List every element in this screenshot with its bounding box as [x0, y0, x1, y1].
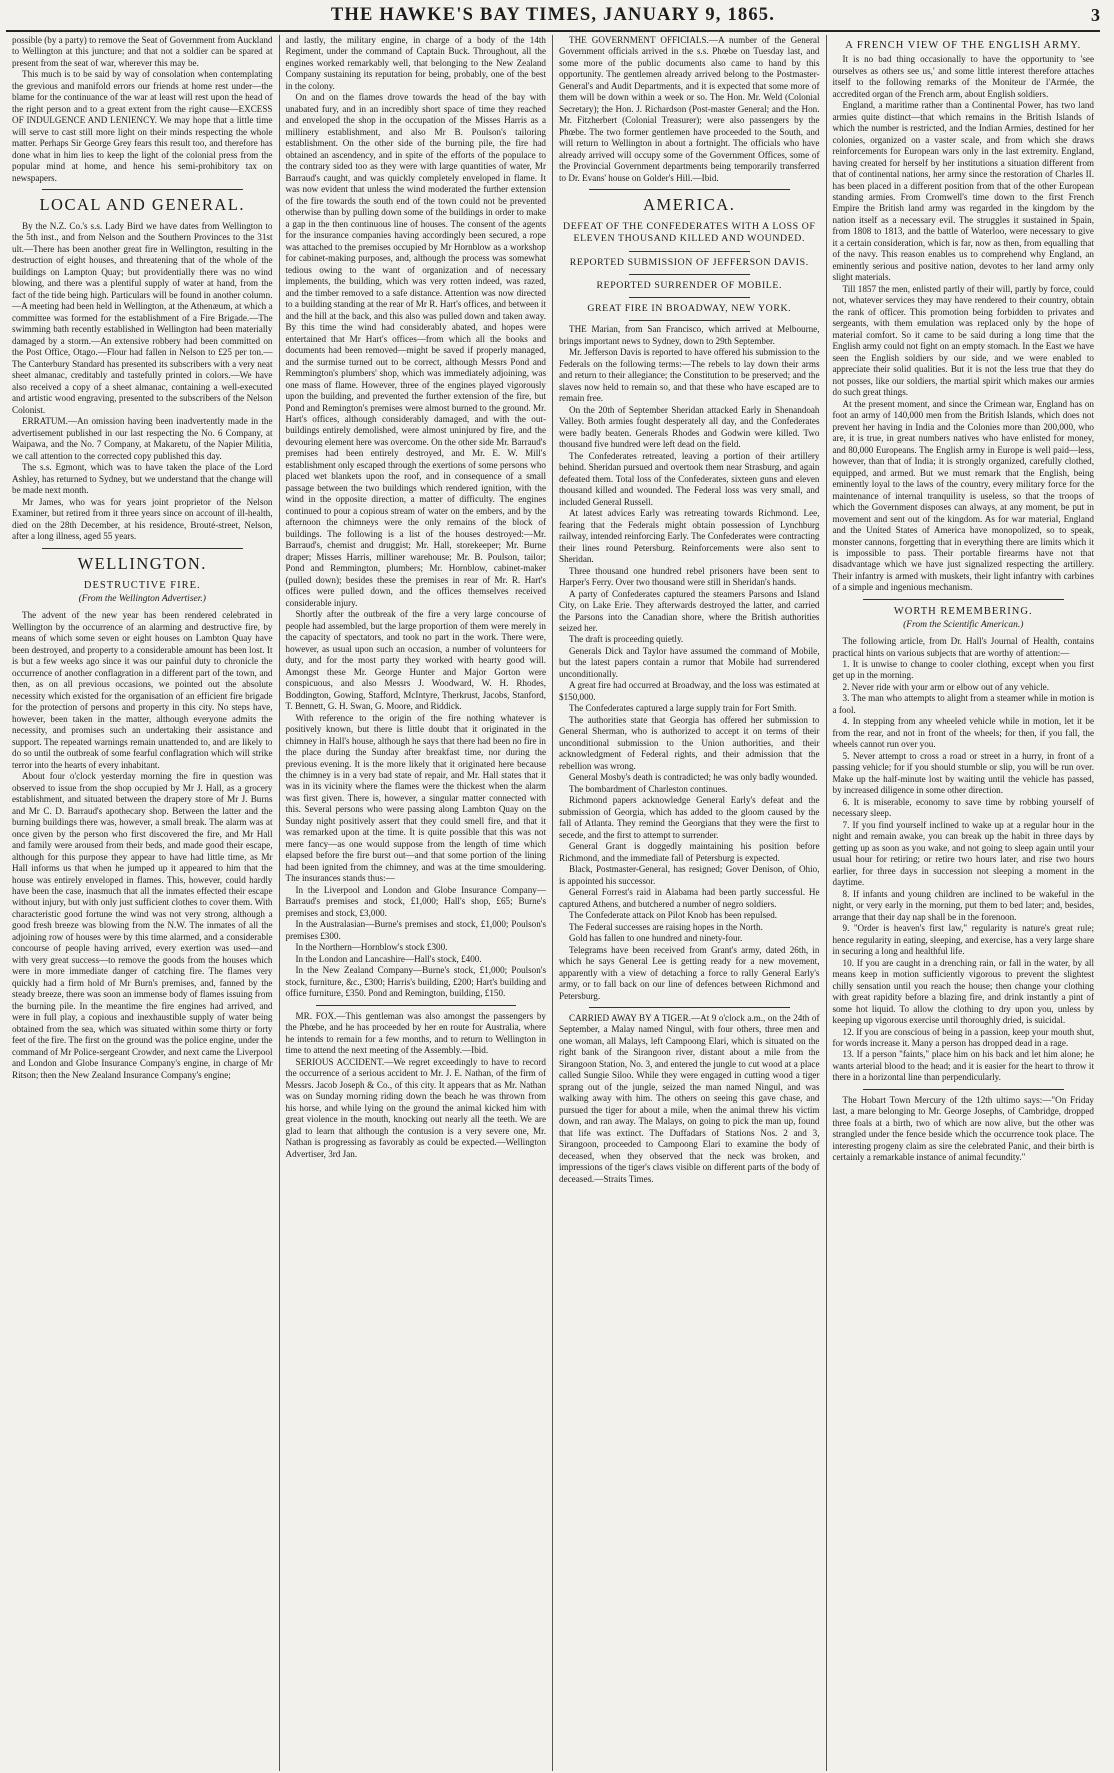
paragraph: 12. If you are conscious of being in a passion, keep your mouth shut, for words increase it. Many a person has dropped dead in a rage. — [832, 1026, 1094, 1048]
paragraph: 4. In stepping from any wheeled vehicle while in motion, let it be from the rear, and not in front of the wheels; for then, if you fall, the wheels cannot run over you. — [832, 716, 1094, 750]
paragraph: By the N.Z. Co.'s s.s. Lady Bird we have dates from Wellington to the 5th inst., and from Nelson and the Southern Provinces to the 31st ult.—There has been another great fire in Wellington, resulting in the destruction of eight houses, and threatening that of the whole of the buildings on Lampton Quay; but providentially there was no wind blowing, and there was a plentiful supply of water at hand, from the fact of the tide being high. Particulars will be found in another column.—A meeting had been held in Wellington, at the Athenæum, at which a committee was formed for the establishment of a Fire Brigade.—The swimming bath recently established in Wellington had been materially damaged by a storm.—An extensive robbery had been committed on the Post Office, Otago.—Flour had fallen in Nelson to £25 per ton.—The Canterbury Standard has presented its subscribers with a very neat sheet almanac, creditably and tastefully printed in colors.—We have also received a copy of a sheet almanac, containing a well-executed and artistic wood engraving, presented to the subscribers of the Nelson Colonist. — [12, 221, 273, 415]
column-2 — [280, 35, 554, 1771]
paragraph: and lastly, the military engine, in charge of a body of the 14th Regiment, under the command of Captain Buck. Throughout, all the engines worked remarkably well, that belonging to the New Zealand Company sustaining its reputation for being, probably, one of the best in the colony. — [285, 35, 546, 91]
paragraph: 10. If you are caught in a drenching rain, or fall in the water, by all means keep in motion sufficiently vigorous to prevent the slightest chilly sensation until you reach the house; then change your clothing with great rapidity before a blazing fire, and drink instantly a pint of some hot liquid. To allow the clothing to dry upon you, unless by keeping up vigorous exercise until thoroughly dried, is suicidal. — [832, 957, 1094, 1026]
paragraph: At latest advices Early was retreating towards Richmond. Lee, fearing that the Federals might obtain possession of Lynchburg railway, intended reinforcing Early. The Confederates were contracting their lines round Petersburg. Reinforcements were also sent to Sheridan. — [559, 508, 820, 565]
divider-rule — [629, 297, 750, 298]
paragraph: 13. If a person "faints," place him on his back and let him alone; he wants arterial blood to the head; and it is easier for the heart to throw it there in a horizontal line than perpendicularly. — [832, 1049, 1094, 1083]
divider-rule — [629, 274, 750, 275]
paragraph: THE GOVERNMENT OFFICIALS.—A number of the General Government officials arrived in the s.s. Phœbe on Tuesday last, and some more of the public documents also came to hand by this opportunity. The gentlemen already arrived belong to the Postmaster-General's and Audit Departments, and it is expected that some more of them will be down within a week or so. The Hon. Mr. Weld (Colonial Secretary); the Hon. J. Richardson (Post-master General; and the Hon. Mr. Fitzherbert (Colonial Treasurer); were also passengers by the Phœbe. The two former gentlemen have proceeded to the South, and will return to Wellington in about a fortnight. The officials who have already arrived will occupy some of the Government Offices, some of the Provincial Government departments being temporarily transferred to Dr. Evans' house on Golder's Hill.—Ibid. — [559, 35, 820, 183]
article-heading: WORTH REMEMBERING. — [893, 605, 1033, 617]
paragraph: Telegrams have been received from Grant's army, dated 26th, in which he says General Lee is getting ready for a new movement, apparently with a view of detaching a force to rally General Early's army, or to fall back on our line of defences between Richmond and Petersburg. — [559, 944, 820, 1001]
paragraph: The following article, from Dr. Hall's Journal of Health, contains practical hints on various subjects that are worthy of attention:— — [832, 636, 1094, 658]
paragraph: Mr James, who was for years joint proprietor of the Nelson Examiner, but retired from it three years since on account of ill-health, died on the 28th December, at his residence, Brouté-street, Nelson, after a long illness, aged 55 years. — [12, 496, 273, 542]
newspaper-title: THE HAWKE'S BAY TIMES, JANUARY 9, 1865. — [330, 4, 776, 25]
paragraph: On the 20th of September Sheridan attacked Early in Shenandoah Valley. Both armies fought desperately all day, and the Confederates were badly beaten. Generals Rhodes and Godwin were killed. Two thousand five hundred were left dead on the field. — [559, 404, 820, 450]
paragraph: The bombardment of Charleston continues. — [569, 783, 728, 794]
paragraph: The Confederates retreated, leaving a portion of their artillery behind. Sheridan pursued and overtook them near Strasburg, and again defeated them. Total loss of the Confederates, sixteen guns and eleven thousand killed and wounded. The Federal loss was very small, and included General Russell. — [559, 450, 820, 507]
paragraph: General Forrest's raid in Alabama had been partly successful. He captured Athens, and butchered a number of negro soldiers. — [559, 887, 820, 909]
paragraph: 1. It is unwise to change to cooler clothing, except when you first get up in the morning. — [832, 659, 1094, 681]
paragraph: MR. FOX.—This gentleman was also amongst the passengers by the Phœbe, and he has proceeded by her en route for Australia, where he intends to remain for a few months, and to return to Wellington in time to attend the next meeting of the Assembly.—Ibid. — [285, 1010, 546, 1056]
paragraph: CARRIED AWAY BY A TIGER.—At 9 o'clock a.m., on the 24th of September, a Malay named Ningul, with four others, three men and one woman, all Malays, left Campoong Elari, which is situated on the right bank of the Sirangoon river, distant about a mile from the Sirangoon Station, No. 3, and entered the jungle to cut wood at a place called Sungie Siloo. While they were engaged in cutting wood a tiger sprang out of the jungle, seized the man named Ningul, and was walking away with him. The others on seeing this gave chase, and pursued the tiger for about a mile, when the animal threw his victim down, and ran away. The Malays, on going to pick the man up, found that life was extinct. The Duffadars of Stations Nos. 2 and 3, Sirangoon, proceeded to Campoong Elari to examine the body of deceased, when they observed that the neck was broken, and impressions of the tiger's claws visible on different parts of the body of deceased.—Straits Times. — [559, 1012, 820, 1184]
paragraph: 8. If infants and young children are inclined to be wakeful in the night, or very early in the morning, put them to bed later; and, besides, arrange that their day nap shall be in the forenoon. — [832, 888, 1094, 922]
paragraph: Three thousand one hundred rebel prisoners have been sent to Harper's Ferry. Over two thousand were still in Sheridan's hands. — [559, 565, 820, 588]
paragraph: ERRATUM.—An omission having been inadvertently made in the advertisement published in our last respecting the No. 6 Company, at Waipawa, and the No. 7 Company, at Makaretu, of the Napier Militia, we call attention to the corrected copy published this day. — [12, 416, 273, 461]
paragraph: A party of Confederates captured the steamers Parsons and Island City, on Lake Erie. They afterwards destroyed the latter, and carried the Parsons into the Canadian shore, where the British authorities seized her. — [559, 588, 820, 633]
paragraph: England, a maritime rather than a Continental Power, has two land armies quite distinct—that which remains in the British Islands of which the number is restricted, and the Indian Armies, destined for her colonies, organized on a vaster scale, and from which she draws reinforcements for European wars only in the last extremity. England, having created for herself by her institutions a situation different from that of continental nations, her army since the restoration of Charles II. has been placed in a different position from that of the other European standing armies. From Cromwell's time down to the first French Empire the British land army was regarded in the kingdom by the nation itself as a necessary evil. The struggles it sustained in Spain, from 1808 to 1813, and the battle of Waterloo, were necessary to give it a certain consideration, which is far, now as then, from equalling that of the navy. This reason enables us to comprehend why England, an eminently serious and positive nation, devotes to her land army only slight materials. — [832, 100, 1094, 283]
masthead — [6, 0, 1100, 32]
paragraph: The Federal successes are raising hopes in the North. — [569, 921, 763, 932]
divider-rule — [589, 1007, 790, 1008]
paragraph: The Hobart Town Mercury of the 12th ultimo says:—"On Friday last, a mare belonging to Mr. George Josephs, of Cambridge, dropped three foals at a birth, two of which are now alive, but the other was strangled under the fence beside which the occurrence took place. The interesting progeny claim as sire the celebrated Panic, and their birth is certainly a remarkable instance of animal fecundity." — [832, 1094, 1094, 1163]
paragraph: The s.s. Egmont, which was to have taken the place of the Lord Ashley, has returned to Sydney, but we understand that the change will be made next month. — [12, 462, 273, 496]
divider-rule — [589, 189, 790, 190]
page-number: 3 — [1091, 5, 1100, 25]
paragraph: The Confederate attack on Pilot Knob has been repulsed. — [569, 910, 778, 921]
paragraph: Shortly after the outbreak of the fire a very large concourse of people had assembled, but the large proportion of them were merely in the capacity of spectators, and took no part in the work. There were, however, as usual upon such an occasion, a number of volunteers for duty, and for the most party they worked with hearty good will. Amongst these Mr. George Hunter and Major Gorton were conspicuous, and also Messrs J. Woodward, W. H. Rhodes, Boddington, Gowing, Stafford, McIntyre, Therkrust, Jacobs, Stanford, T. Bennett, G. H. Swan, G. Moore, and Riddick. — [285, 609, 546, 712]
paragraph: 7. If you find yourself inclined to wake up at a regular hour in the night and remain awake, you can break up the habit in three days by getting up as soon as you wake, and not going to sleep again until your usual hour for retiring; or retire two hours later, and rise two hours earlier, for three days in succession not sleeping a moment in the daytime. — [832, 819, 1094, 888]
paragraph: General Grant is doggedly maintaining his position before Richmond, and the immediate fall of Petersburg is expected. — [559, 841, 820, 863]
subheadline: GREAT FIRE IN BROADWAY, NEW YORK. — [587, 303, 792, 315]
paragraph: General Mosby's death is contradicted; he was only badly wounded. — [569, 772, 818, 783]
column-1 — [6, 35, 280, 1771]
paragraph: In the Australasian—Burne's premises and stock, £1,000; Poulson's premises £300. — [285, 919, 546, 941]
paragraph: possible (by a party) to remove the Seat of Government from Auckland to Wellington at this juncture; and that not a soldier can be spared at present from the seat of war, wherever this may be. — [12, 35, 273, 68]
paragraph: Generals Dick and Taylor have assumed the command of Mobile, but the latest papers contain a rumor that Mobile had surrendered unconditionally. — [559, 645, 820, 679]
paragraph: In the New Zealand Company—Burne's stock, £1,000; Poulson's stock, furniture, &c., £300; Harris's building, £200; Hart's building and office furniture, £350. Pond and Remington, building, £150. — [285, 965, 546, 999]
paragraph: Gold has fallen to one hundred and ninety-four. — [569, 933, 743, 944]
divider-rule — [629, 320, 750, 321]
paragraph: THE Marian, from San Francisco, which arrived at Melbourne, brings important news to Sydney, down to 29th September. — [559, 324, 820, 346]
paragraph: On and on the flames drove towards the head of the bay with unabated fury, and in an incredibly short space of time they reached and enveloped the shop in the occupation of the Misses Harris as a millinery establishment, and also Mr B. Poulson's tailoring establishment. On the other side of the burning pile, the fire had obtained an ascendency, and in spite of the efforts of the populace to the contrary sided too as they were with large quantities of water, Mr Barraud's caught, and was quickly completely enveloped in flame. It was now evident that unless the wind moderated the further extension of the fire towards the south end of the town could not be prevented otherwise than by pulling down some of the buildings in order to make a gap in the then continuous line of houses. The consent of the agents for the insurance companies having accordingly been secured, a rope was attached to the premises occupied by Mr Hornblow as a workshop for cabinet-making purposes, and, although the process was somewhat tedious owing to the want of organization and of necessary implements, the building, which was very rotten indeed, was razed, and the timber removed to a safe distance. Attention was now directed to a building standing at the rear of Mr R. Hart's offices, and between it and the hill at the back, and this also was pulled down and taken away. By this time the wind had considerably abated, and hopes were entertained that Mr Hart's offices—from which all the books and documents had been removed—might be saved if properly managed, and the surmise turned out to be correct, although Messrs Pond and Remmington's plumbers' shop, which was immediately adjoining, was one mass of flame. However, three of the engines played vigorously upon the building, and prevented the further extension of the fire, but Pond and Remington's premises were almost burned to the ground. Mr. Hart's offices, although considerably damaged, and with the out-buildings entirely demolished, were almost uninjured by fire, and the devouring element here was overcome. On the other side Mr. Barraud's premises had been entirely destroyed, and Mr. E. W. Mill's establishment only escaped through the exertions of some persons who placed wet blankets upon the roof, and in consequence of a small passage between the two buildings which rendered ignition, with the wind in the opposite direction, a matter of difficulty. The engines continued to pour a copious stream of water on the embers, and by the afternoon the chimneys were the only remains of the block of buildings. The following is a list of the houses destroyed:—Mr. Barraud's, chemist and druggist; Mr. Hall, storekeeper; Mr. Burne draper; Misses Harris, milliner warehouse; Mr. B. Poulson, tailor; Pond and Remmington, plumbers; Mr. Hornblow, cabinet-maker (pulled down); besides these the premises in rear of Mr. R. Hart's offices were pulled down, and the offices themselves received considerable injury. — [285, 92, 546, 608]
paragraph: It is no bad thing occasionally to have the opportunity to 'see ourselves as others see us,' and some little interest therefore attaches itself to the following remarks of the Moniteur de l'Armée, the accredited organ of the French arm, about English soldiers. — [832, 54, 1094, 99]
paragraph: 6. It is miserable, economy to save time by robbing yourself of necessary sleep. — [832, 796, 1094, 819]
subheadline: REPORTED SUBMISSION OF JEFFERSON DAVIS. — [569, 256, 809, 268]
subheadline: REPORTED SURRENDER OF MOBILE. — [596, 279, 783, 291]
section-heading: AMERICA. — [643, 195, 736, 215]
paragraph: SERIOUS ACCIDENT.—We regret exceedingly to have to record the occurrence of a serious accident to Mr. J. E. Nathan, of the firm of Messrs. Jacob Joseph & Co., of this city. It appears that as Mr. Nathan was on Sunday morning riding down the beach he was thrown from his horse, and while lying on the ground the animal kicked him with great violence in the mouth, knocking out nearly all the teeth. We are glad to learn that although the contusion is a very severe one, Mr. Nathan is progressing as favorably as could be expected.—Wellington Advertiser, 3rd Jan. — [285, 1056, 546, 1159]
divider-rule — [629, 251, 750, 252]
source-line: (From the Scientific American.) — [903, 620, 1024, 631]
paragraph: At the present moment, and since the Crimean war, England has on foot an army of 140,000 men from the British Islands, which does not prevent her having in India and the Colonies more than 200,000, who are, it is true, in great numbers natives who have enlisted for money, and 80,000 Europeans. The English army in Europe is well paid—less, however, than that of India; it is strongly organized, carefully clothed, equipped, and armed. But we must remark that the English, being eminently loyal to the laws of the country, every military force for the maintenance of internal tranquility is useless, so that the troops of which the Government disposes can always, at any moment, be put in movement and sent out of the kingdom. As for war material, England and the United States of America have monopolized, so to speak, monster cannons, forgetting that in everything there are limits which it is impossible to pass. Their portable firearms have not that disadvantage which we have just signalized respecting the artillery. Their infantry is armed with muskets, their light infantry with carbines of a simple and ingenious mechanism. — [832, 398, 1094, 593]
section-heading: LOCAL AND GENERAL. — [39, 195, 246, 215]
section-heading: WELLINGTON. — [77, 553, 207, 573]
divider-rule — [863, 599, 1065, 600]
paragraph: Till 1857 the men, enlisted partly of their will, partly by force, could not, whatever services they may have rendered to their country, obtain the rank of officer. This promotion being forbidden to privates and sergeants, with them emulation was replaced only by the hope of material comfort. So it came to be said during a long time that the English army could not fight on an empty stomach. In the East we have seen the English soldiers by our side, and we were enabled to appreciate their solid qualities. But it is not the less true that they do not posses, like our soldiers, the martial spirit which makes our armies do such great things. — [832, 283, 1094, 398]
paragraph: 3. The man who attempts to alight from a steamer while in motion is a fool. — [832, 693, 1094, 715]
columns — [6, 35, 1100, 1771]
paragraph: The Confederates captured a large supply train for Fort Smith. — [569, 703, 797, 714]
paragraph: A great fire had occurred at Broadway, and the loss was estimated at $150,000. — [559, 680, 820, 702]
paragraph: About four o'clock yesterday morning the fire in question was observed to issue from the shop occupied by Mr J. Hall, as a grocery establishment, and situated between the drapery store of Mr J. Burns and Mr C. D. Barraud's apothecary shop. Between the latter and the burning buildings there was, however, a small break. The alarm was at once given by the person who first discovered the fire, and Mr Hall and family were aroused from their beds, and made good their escape, although for this purpose they appear to have had little time, as Mr Hall informs us that when he jumped up it appeared to him that the house was entirely enveloped in flames. This, however, could hardly have been the case, inasmuch that all the inmates effected their escape without injury, but with only just sufficient clothes to cover them. With characteristic good fortune the wind was not very strong, although a good fresh breeze was blowing from the N.W. The inmates of all the adjoining row of houses were by this time alarmed, and a considerable concourse of people having arrived, every exertion was used—and with very great success—to remove the goods from the houses which were in more immediate danger of catching fire. The flames very quickly had a firm hold of Mr Burn's premises, and, fanned by the steady breeze, there was soon an immense body of flames issuing from the burning pile. In the meantime the fire engines had arrived, and were in full play, a copious and inexhaustible supply of water being obtained from the sea, which was situated within some thirty or forty feet of the fire. The first on the ground was the police engine, under the command of Mr Police-sergeant Crowder, and next came the Liverpool and London and Globe Insurance Company's engine, in charge of Mr Ritson; then the New Zealand Insurance Company's engine; — [12, 771, 273, 1080]
paragraph: The authorities state that Georgia has offered her submission to General Sherman, who is authorized to accept it on terms of their unconditional submission to the Union authorities, and their acknowledgment of Federal rights, and their admission that the rebellion was wrong. — [559, 714, 820, 771]
paragraph: Black, Postmaster-General, has resigned; Gover Denison, of Ohio, is appointed his successor. — [559, 864, 820, 886]
paragraph: 2. Never ride with your arm or elbow out of any vehicle. — [842, 681, 1050, 692]
paragraph: The advent of the new year has been rendered celebrated in Wellington by the occurrence of an alarming and destructive fire, by means of which some seven or eight houses on Lambton Quay have been destroyed, and property to a considerable amount has been lost. It is but a few weeks ago since it was our painful duty to chronicle the occurrence of another conflagration in a different part of the town, and then, as on all previous occasions, we pointed out the absolute necessity which existed for the organisation of an efficient fire brigade for the protection of persons and property in this city. No steps have, however, been taken in the matter, although everyone admits the necessity, and promises such an undertaking their assistance and support. The repeated warnings remain unattended to, and are likely to do so until the outbreak of some fearful conflagration which will strike terror into the hearts of every inhabitant. — [12, 610, 273, 770]
column-4 — [827, 35, 1101, 1771]
article-heading: DESTRUCTIVE FIRE. — [83, 580, 201, 592]
source-line: (From the Wellington Advertiser.) — [78, 594, 206, 605]
paragraph: This much is to be said by way of consolation when contemplating the grevious and manifold errors our friends at home rest under—the blame for the continuance of the war at least will rest upon the head of the right person and to a great extent from the right cause—EXCESS OF INDULGENCE AND LENIENCY. We may hope that a little time will serve to cast still more light on their minds respecting the whole matter. Perhaps Sir George Grey fears this result too, and therefore has done what in him lies to keep the light of the colonial press from the popular mind at home, and hence his semi-prohibitory tax on newspapers. — [12, 69, 273, 183]
article-heading: A FRENCH VIEW OF THE ENGLISH ARMY. — [845, 40, 1082, 51]
paragraph: With reference to the origin of the fire nothing whatever is positively known, but there is little doubt that it originated in the chimney in Hall's house, although he says that there had been no fire in the place during the Sunday after breakfast time, nor during the previous evening. It is the more likely that it originated here because the chimney is in a very bad state of repair, and Mr. Hall states that it was in its vicinity where the flames were the thickest when the alarm was first given. There is, however, a singular matter connected with this. Several persons who were passing along Lambton Quay on the Sunday night positively assert that they could smell fire, and that it was remarked upon at the time. It is quite possible that this was not mere fancy—as one would suppose from the length of time which elapsed before the fire burst out—and that some portion of the lining had been ignited from the chimney, and was at the time smouldering. The insurances stands thus:— — [285, 712, 546, 884]
divider-rule — [42, 548, 243, 549]
paragraph: Mr. Jefferson Davis is reported to have offered his submission to the Federals on the following terms:—The rebels to lay down their arms and return to their allegiance; the Constitution to be preserved; and the slaves now held to remain so, and that these who have escaped are to remain free. — [559, 347, 820, 404]
column-3 — [553, 35, 827, 1771]
divider-rule — [863, 1089, 1065, 1090]
paragraph: Richmond papers acknowledge General Early's defeat and the submission of Georgia, which has added to the gloom caused by the fall of Atlanta. They remind the Georgians that they were the first to secede, and the first to attempt to surrender. — [559, 795, 820, 840]
paragraph: In the Liverpool and London and Globe Insurance Company—Barraud's premises and stock, £1,000; Hall's shop, £65; Burne's premises and stock, £3,000. — [285, 884, 546, 918]
divider-rule — [316, 1005, 517, 1006]
subheadline: DEFEAT OF THE CONFEDERATES WITH A LOSS OF ELEVEN THOUSAND KILLED AND WOUNDED. — [563, 221, 816, 245]
paragraph: 9. "Order is heaven's first law," regularity is nature's great rule; hence regularity in eating, sleeping, and exercise, has a very large share in securing a long and healthful life. — [832, 923, 1094, 957]
paragraph: The draft is proceeding quietly. — [569, 634, 684, 645]
paragraph: 5. Never attempt to cross a road or street in a hurry, in front of a passing vehicle; for if you should stumble or slip, you will be run over. Make up the half-minute lost by waiting until the vehicle has passed, by increased diligence in some other direction. — [832, 750, 1094, 796]
divider-rule — [42, 189, 243, 190]
paragraph: In the London and Lancashire—Hall's stock, £400. — [295, 953, 482, 964]
paragraph: In the Northern—Hornblow's stock £300. — [295, 942, 448, 953]
